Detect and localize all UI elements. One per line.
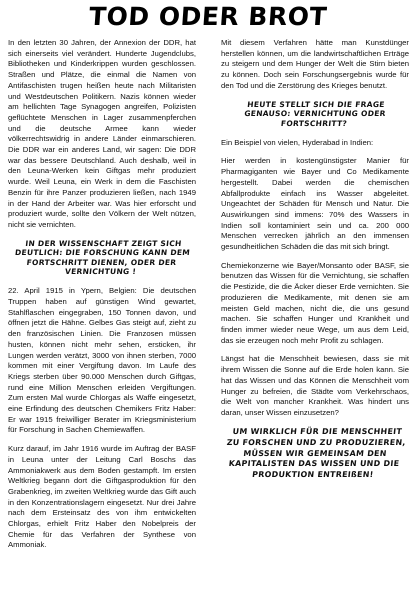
right-column [221,38,409,491]
left-column [8,38,196,559]
right-paragraph-5: Längst hat die Menschheit bewiesen, dass sie mit ihrem Wissen die Sonne auf die Erde holen kann. Sie hat das Wissen und das Können die Menschheit vom Hunger zu befreien, die Städte vom Verkehrschaos, die Welt von mancher Krankheit. Was hindert uns daran, unser Wissen einzusetzen? [221,354,409,417]
right-paragraph-4: Chemiekonzerne wie Bayer/Monsanto oder BASF, sie benutzen das Wissen für die Vernichtung, sie schaffen die Pestizide, die die Äcker dieser Erde vernichten. Sie produzieren die Medikamente, mit denen sie am meisten Geld machen, nicht die, die uns gesund machen. Sie schaffen Hunger und Krankheit und finden immer wieder neue Wege, um aus dem Leid, das sie erzeugen noch mehr Profit zu schlagen. [221,260,409,345]
right-paragraph-3: Hier werden in kostengünstigster Manier für Pharmagiganten wie Bayer und Co Medikamente hergestellt. Dabei werden die chemischen Abfallprodukte einfach ins Wasser abgeleitet. Ungeachtet der Schäden für Mensch und Natur. Die Auswirkungen sind immens: 70% des Wassers in Indien soll kontaminiert sein und ca. 200 000 Menschen verrecken jährlich an den immensen gesundheitlichen Schäden die das mit sich bringt. [221,156,409,252]
right-headline-2: UM WIRKLICH FÜR DIE MENSCHHEIT ZU FORSCHEN UND ZU PRODUZIEREN, MÜSSEN WIR GEMEINSAM DEN KAPITALISTEN DAS WISSEN UND DIE PRODUKTION ENTREIßEN! [226,426,407,479]
left-headline: IN DER WISSENSCHAFT ZEIGT SICH DEUTLICH: DIE FORSCHUNG KANN DEM FORTSCHRITT DIENEN, ODER DER VERNICHTUNG ! [14,238,191,276]
right-headline-1: HEUTE STELLT SICH DIE FRAGE GENAUSO: VERNICHTUNG ODER FORTSCHRITT? [243,99,387,128]
left-paragraph-2: 22. April 1915 in Ypern, Belgien: Die deutschen Truppen haben auf günstigen Wind gewartet, Stahlflaschen eingegraben, 150 Tonnen davon, und öffnen jetzt die Hähne. Gelbes Gas steigt auf, zieht zu den französischen Linien. Die Franzosen müssen husten, können nicht mehr sehen, ersticken, ihr Lungen werden verätzt, 3000 von ihnen sterben, 7000 kommen mit einer Vergiftung davon. Im Laufe des Kriegs sterben über 90.000 Menschen durch Giftgas, rund eine Million Menschen erleiden Vergiftungen. Zum ersten Mal wurde Chlorgas als Waffe eingesetzt, eine Erfindung des deutschen Chemikers Fritz Haber: Er war 1915 freiwilliger Berater im Kriegsministerium für Forschung in Sachen Chemiewaffen. [8,286,196,435]
left-paragraph-1: In den letzten 30 Jahren, der Annexion der DDR, hat sich einerseits viel verändert. Hunderte Jugendclubs, Bibliotheken und Kinderkrippen wurden geschlossen. Straßen und Plätze, die einmal die Namen von Antifaschisten trugen heißen heute nach Militaristen und Westdeutschen Politikern. Nazis können wieder am hellichten Tage Synagogen angreifen, Polizisten geflüchtete Menschen in Lager zusammenpferchen und die deutsche Armee kann wieder völkerrechtswidrig in andere Länder einmarschieren. Die DDR war ein anderes Land, wir sagen: Die DDR war das bessere Deutschland. Auch deshalb, weil in den Leuna-Werken kein Giftgas mehr produziert wurde. Weil Leuna, ein Werk in dem die Faschisten Benzin für ihre Panzer produzieren ließen, nach 1949 in der Hand der Arbeiter war. Was hier erforscht und produziert wurde, sollte den Völkern der Welt nützen, nicht sie vernichten. [8,38,196,229]
right-paragraph-2: Ein Beispiel von vielen, Hyderabad in Indien: [221,137,374,147]
right-paragraph-1: Mit diesem Verfahren hätte man Kunstdünger herstellen können, um die landwirtschaftlichen Erträge zu steigern und dem Hunger der Welt die Stirn bieten zu können. Doch sein Forschungsergebnis wurde für den Tod und die Zerstörung des Krieges benutzt. [221,38,409,90]
page-title: TOD ODER BROT [88,2,329,31]
left-paragraph-3: Kurz darauf, im Jahr 1916 wurde im Auftrag der BASF in Leuna unter der Leitung Carl Boschs das Ammoniakwerk aus dem Boden gestampft. Im ersten Weltkrieg begann dort die Giftgasproduktion für den Grabenkrieg, im zweiten Weltkrieg wurde das Gift auch in den Konzentrationslagern eingesetzt. Nur drei Jahre nach dem Ersteinsatz des von ihm entwickelten Chlorgas, erhielt Fritz Haber den Nobelpreis der Chemie für das Verfahren der Synthese von Ammoniak. [8,444,196,550]
